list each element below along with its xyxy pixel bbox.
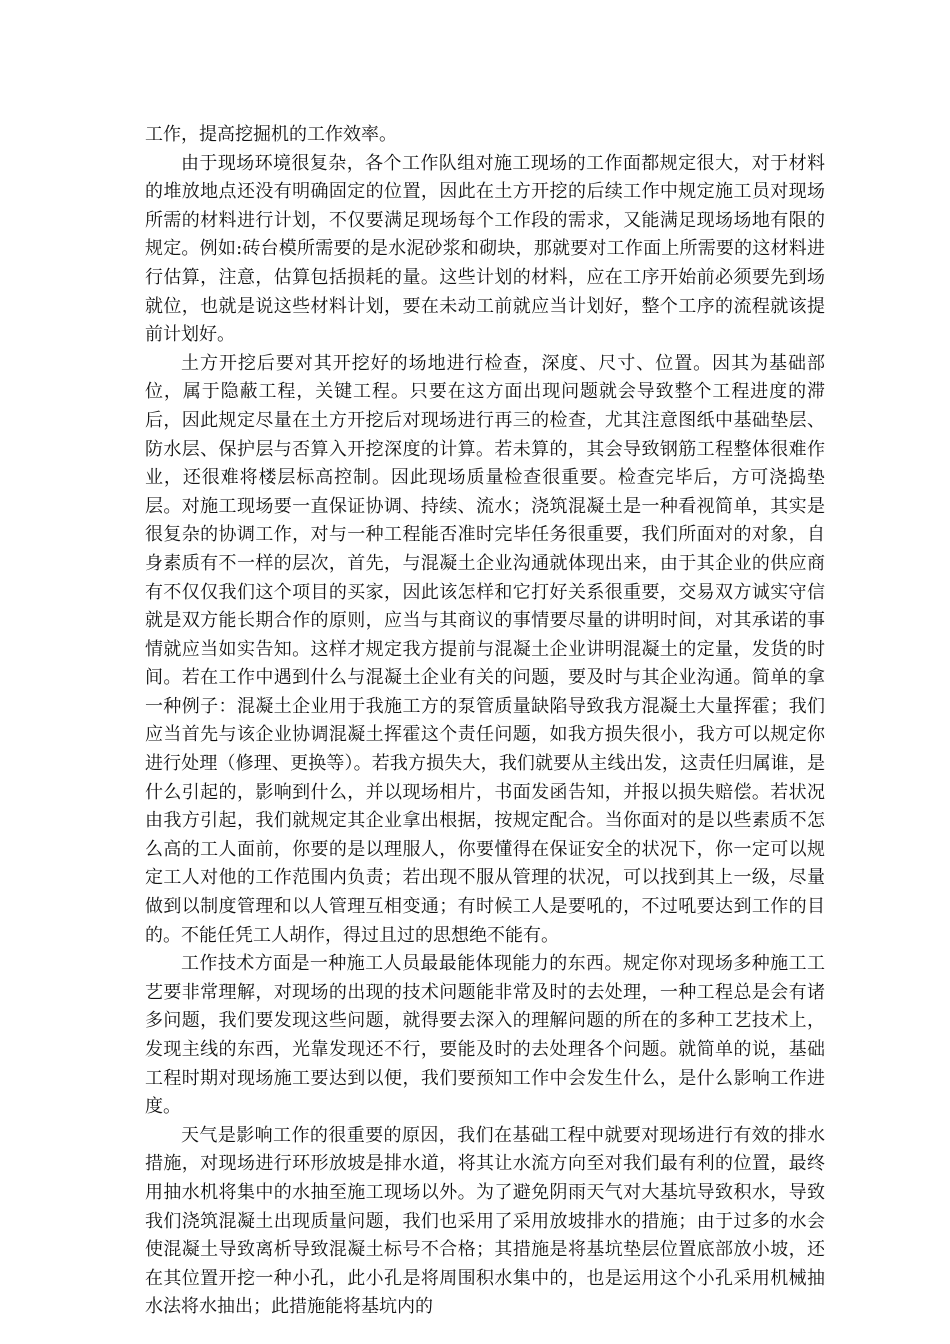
paragraph-excavation-inspection: 土方开挖后要对其开挖好的场地进行检查，深度、尺寸、位置。因其为基础部位，属于隐蔽工程，关键工程。只要在这方面出现问题就会导致整个工程进度的滞后，因此规定尽量在土方开挖后对现场进行再三的检查，尤其注意图纸中基础垫层、防水层、保护层与否算入开挖深度的计算。若未算的，其会导致钢筋工程整体很难作业，还很难将楼层标高控制。因此现场质量检查很重要。检查完毕后，方可浇捣垫层。对施工现场要一直保证协调、持续、流水；浇筑混凝土是一种看视简单，其实是很复杂的协调工作，对与一种工程能否准时完毕任务很重要，我们所面对的对象，自身素质有不一样的层次，首先，与混凝土企业沟通就体现出来，由于其企业的供应商有不仅仅我们这个项目的买家，因此该怎样和它打好关系很重要，交易双方诚实守信就是双方能长期合作的原则，应当与其商议的事情要尽量的讲明时间，对其承诺的事情就应当如实告知。这样才规定我方提前与混凝土企业讲明混凝土的定量，发货的时间。若在工作中遇到什么与混凝土企业有关的问题，要及时与其企业沟通。简单的拿一种例子：混凝土企业用于我施工方的泵管质量缺陷导致我方混凝土大量挥霍；我们应当首先与该企业协调混凝土挥霍这个责任问题，如我方损失很小，我方可以规定你进行处理（修理、更换等）。若我方损失大，我们就要从主线出发，这责任归属谁，是什么引起的，影响到什么，并以现场相片，书面发函告知，并报以损失赔偿。若状况由我方引起，我们就规定其企业拿出根据，按规定配合。当你面对的是以些素质不怎么高的工人面前，你要的是以理服人，你要懂得在保证安全的状况下，你一定可以规定工人对他的工作范围内负责；若出现不服从管理的状况，可以找到其上一级，尽量做到以制度管理和以人管理互相变通；有时候工人是要吼的，不过吼要达到工作的目的。不能任凭工人胡作，得过且过的思想绝不能有。 [145, 352, 825, 946]
paragraph-continuation: 工作，提高挖掘机的工作效率。 [145, 124, 397, 145]
paragraph-technical-skills: 工作技术方面是一种施工人员最最能体现能力的东西。规定你对现场多种施工工艺要非常理解，对现场的出现的技术问题能非常及时的去处理，一种工程总是会有诸多问题，我们要发现这些问题，就得要去深入的理解问题的所在的多种工艺技术上，发现主线的东西，光靠发现还不行，要能及时的去处理各个问题。就简单的说，基础工程时期对现场施工要达到以便，我们要预知工作中会发生什么，是什么影响工作进度。 [145, 953, 825, 1118]
paragraph-materials-planning: 由于现场环境很复杂，各个工作队组对施工现场的工作面都规定很大，对于材料的堆放地点还没有明确固定的位置，因此在土方开挖的后续工作中规定施工员对现场所需的材料进行计划，不仅要满足现场每个工作段的需求，又能满足现场场地有限的规定。例如:砖台模所需要的是水泥砂浆和砌块，那就要对工作面上所需要的这材料进行估算，注意，估算包括损耗的量。这些计划的材料，应在工序开始前必须要先到场就位，也就是说这些材料计划，要在未动工前就应当计划好，整个工序的流程就该提前计划好。 [145, 152, 825, 346]
paragraph-weather-drainage: 天气是影响工作的很重要的原因，我们在基础工程中就要对现场进行有效的排水措施，对现场进行环形放坡是排水道，将其让水流方向至对我们最有利的位置，最终用抽水机将集中的水抽至施工现场以外。为了避免阴雨天气对大基坑导致积水，导致我们浇筑混凝土出现质量问题，我们也采用了采用放坡排水的措施；由于过多的水会使混凝土导致离析导致混凝土标号不合格；其措施是将基坑垫层位置底部放小坡，还在其位置开挖一种小孔，此小孔是将周围积水集中的，也是运用这个小孔采用机械抽水法将水抽出；此措施能将基坑内的 [145, 1124, 825, 1318]
document-body [145, 121, 825, 1322]
